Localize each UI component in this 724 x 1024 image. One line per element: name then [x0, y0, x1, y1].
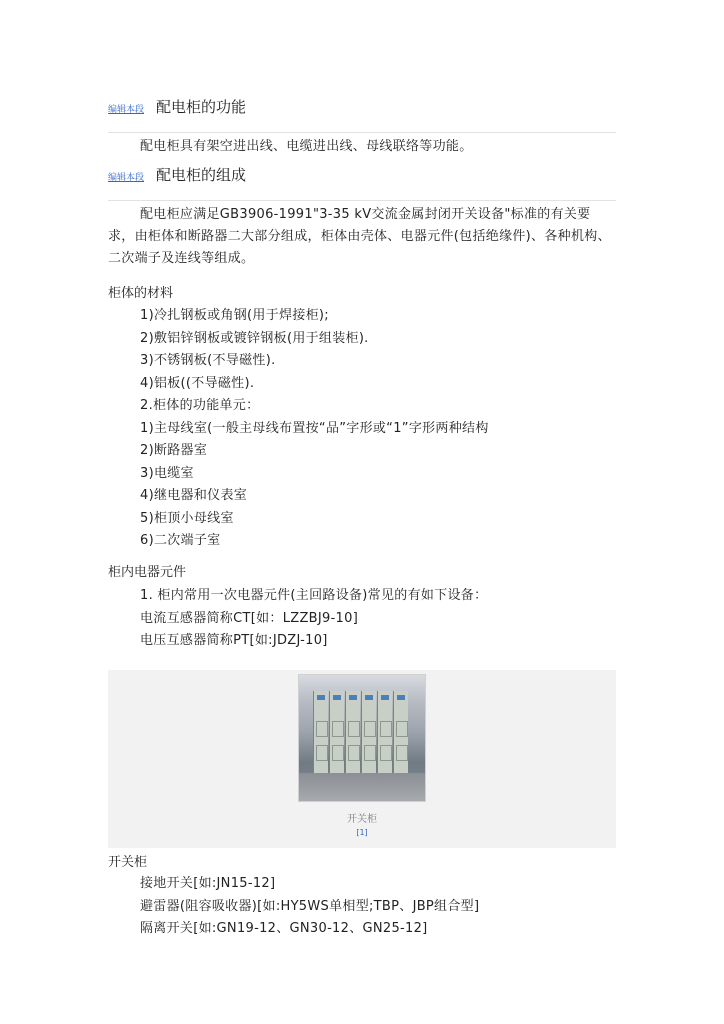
section-heading-function — [108, 96, 616, 133]
materials-list — [140, 305, 489, 553]
section-title: 配电柜的组成 — [156, 166, 247, 184]
figure-caption: 开关柜 — [347, 814, 377, 825]
list-item: 接地开关[如:JN15-12] — [140, 876, 276, 891]
list-item: 4)继电器和仪表室 — [140, 488, 248, 503]
list-item: 1)冷扎钢板或角钢(用于焊接柜); — [140, 308, 329, 323]
list-item: 隔离开关[如:GN19-12、GN30-12、GN25-12] — [140, 921, 428, 936]
list-item: 2.柜体的功能单元： — [140, 398, 260, 413]
list-item: 3)不锈钢板(不导磁性). — [140, 353, 276, 368]
list-item: 1. 柜内常用一次电器元件(主回路设备)常见的有如下设备： — [140, 588, 488, 603]
composition-paragraph: 配电柜应满足GB3906-1991"3-35 kV交流金属封闭开关设备"标准的有关要求，由柜体和断路器二大部分组成，柜体由壳体、电器元件(包括绝缘件)、各种机构、二次端子及连线等组成。 — [108, 207, 611, 266]
list-item: 避雷器(阻容吸收器)[如:HY5WS单相型;TBP、JBP组合型] — [140, 898, 480, 914]
list-item: 电流互感器简称CT[如：LZZBJ9-10] — [140, 610, 359, 626]
list-item: 1)主母线室(一般主母线布置按“品”字形或“1”字形两种结构 — [140, 420, 489, 436]
components-list — [140, 585, 487, 653]
edit-section-link[interactable]: 编辑本段 — [108, 173, 145, 183]
citation-link[interactable]: [1] — [356, 828, 368, 837]
list-item: 3)电缆室 — [140, 465, 194, 481]
section-heading-composition — [108, 164, 616, 201]
list-item: 2)断路器室 — [140, 443, 208, 458]
section-title: 配电柜的功能 — [156, 98, 247, 116]
list-item: 2)敷铝锌钢板或镀锌钢板(用于组装柜). — [140, 330, 369, 346]
switchgear-heading: 开关柜 — [108, 855, 148, 870]
switchgear-photo[interactable] — [298, 674, 426, 802]
edit-section-link[interactable]: 编辑本段 — [108, 105, 145, 115]
list-item: 6)二次端子室 — [140, 533, 221, 548]
switchgear-list — [140, 873, 479, 941]
list-item: 电压互感器简称PT[如:JDZJ-10] — [140, 633, 328, 648]
figure — [108, 670, 616, 848]
function-paragraph: 配电柜具有架空进出线、电缆进出线、母线联络等功能。 — [140, 139, 473, 154]
components-heading: 柜内电器元件 — [108, 565, 187, 580]
materials-heading: 柜体的材料 — [108, 286, 174, 301]
list-item: 4)铝板((不导磁性). — [140, 375, 255, 391]
list-item: 5)柜顶小母线室 — [140, 510, 234, 526]
